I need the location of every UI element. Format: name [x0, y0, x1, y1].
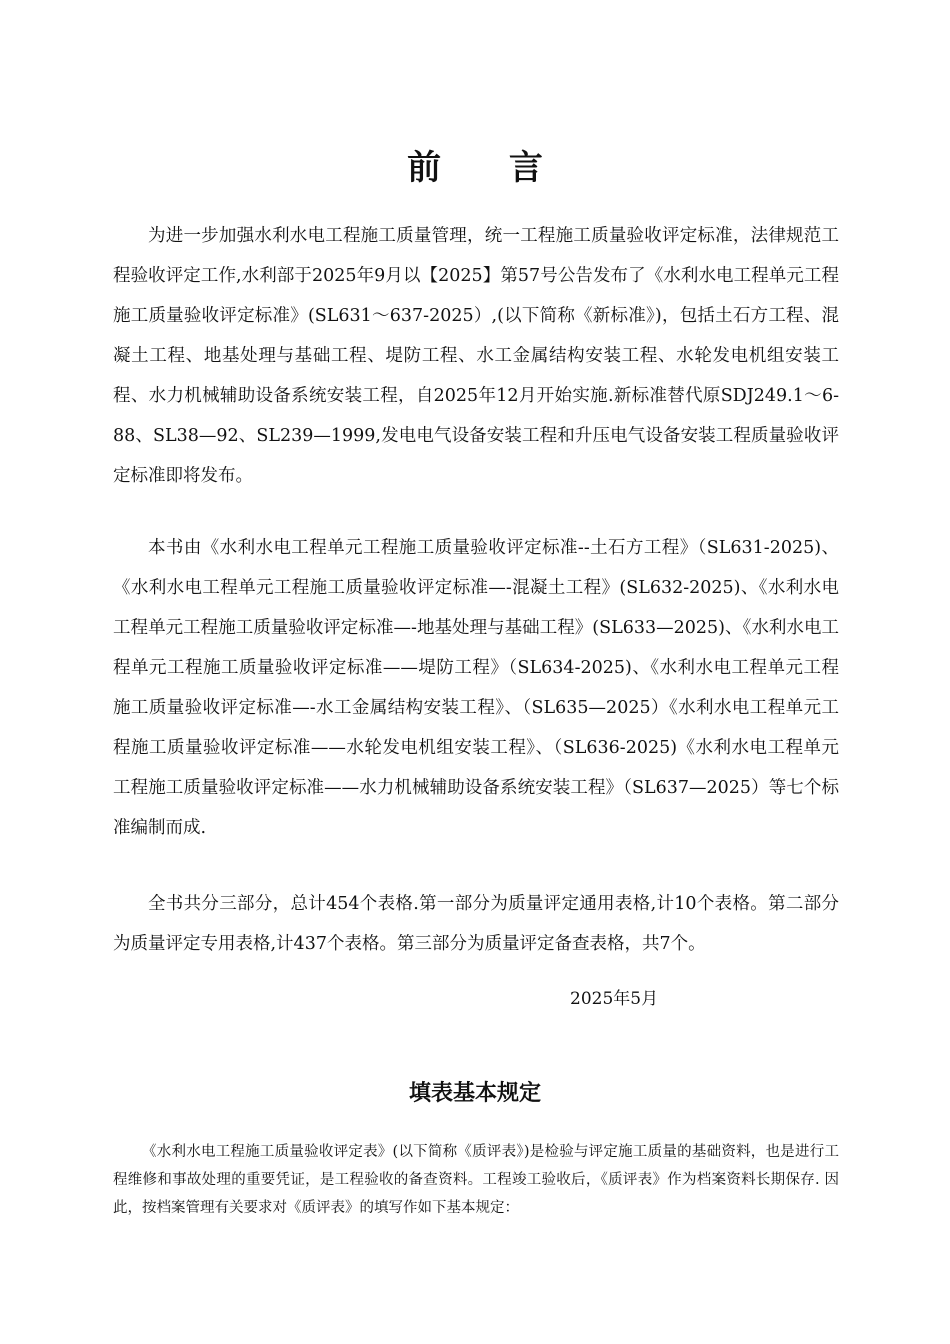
rules-section-title: 填表基本规定 [408, 1081, 541, 1106]
preface-date: 2025年5月 [570, 989, 659, 1009]
preface-paragraph-3: 全书共分三部分，总计454个表格.第一部分为质量评定通用表格,计10个表格。第二部分为质量评定专用表格,计437个表格。第三部分为质量评定备查表格，共7个。 [113, 894, 839, 954]
preface-paragraph-1: 为进一步加强水利水电工程施工质量管理，统一工程施工质量验收评定标准，法律规范工程验收评定工作,水利部于2025年9月以【2025】第57号公告发布了《水利水电工程单元工程施工质量验收评定标准》(SL631～637-2025）,(以下简称《新标准》)，包括土石方工程、混凝土工程、地基处理与基础工程、堤防工程、水工金属结构安装工程、水轮发电机组安装工程、水力机械辅助设备系统安装工程，自2025年12月开始实施.新标准替代原SDJ249.1～6-88、SL38—92、SL239—1999,发电电气设备安装工程和升压电气设备安装工程质量验收评定标准即将发布。 [113, 226, 839, 486]
preface-body [113, 216, 839, 496]
preface-paragraph-2: 本书由《水利水电工程单元工程施工质量验收评定标准--土石方工程》（SL631-2025)、《水利水电工程单元工程施工质量验收评定标准—-混凝土工程》(SL632-2025)、《水利水电工程单元工程施工质量验收评定标准—-地基处理与基础工程》(SL633—2025)、《水利水电工程单元工程施工质量验收评定标准——堤防工程》（SL634-2025)、《水利水电工程单元工程施工质量验收评定标准—-水工金属结构安装工程》、（SL635—2025）《水利水电工程单元工程施工质量验收评定标准——水轮发电机组安装工程》、（SL636-2025)《水利水电工程单元工程施工质量验收评定标准——水力机械辅助设备系统安装工程》（SL637—2025）等七个标准编制而成. [113, 538, 839, 838]
preface-title: 前 言 [407, 148, 571, 188]
rules-paragraph: 《水利水电工程施工质量验收评定表》(以下简称《质评表》)是检验与评定施工质量的基础资料，也是进行工程维修和事故处理的重要凭证，是工程验收的备查资料。工程竣工验收后，《质评表》作为档案资料长期保存. 因此，按档案管理有关要求对《质评表》的填写作如下基本规定： [113, 1144, 839, 1216]
preface-body-3 [113, 884, 839, 964]
preface-body-2 [113, 528, 839, 848]
rules-section-body [113, 1138, 839, 1222]
